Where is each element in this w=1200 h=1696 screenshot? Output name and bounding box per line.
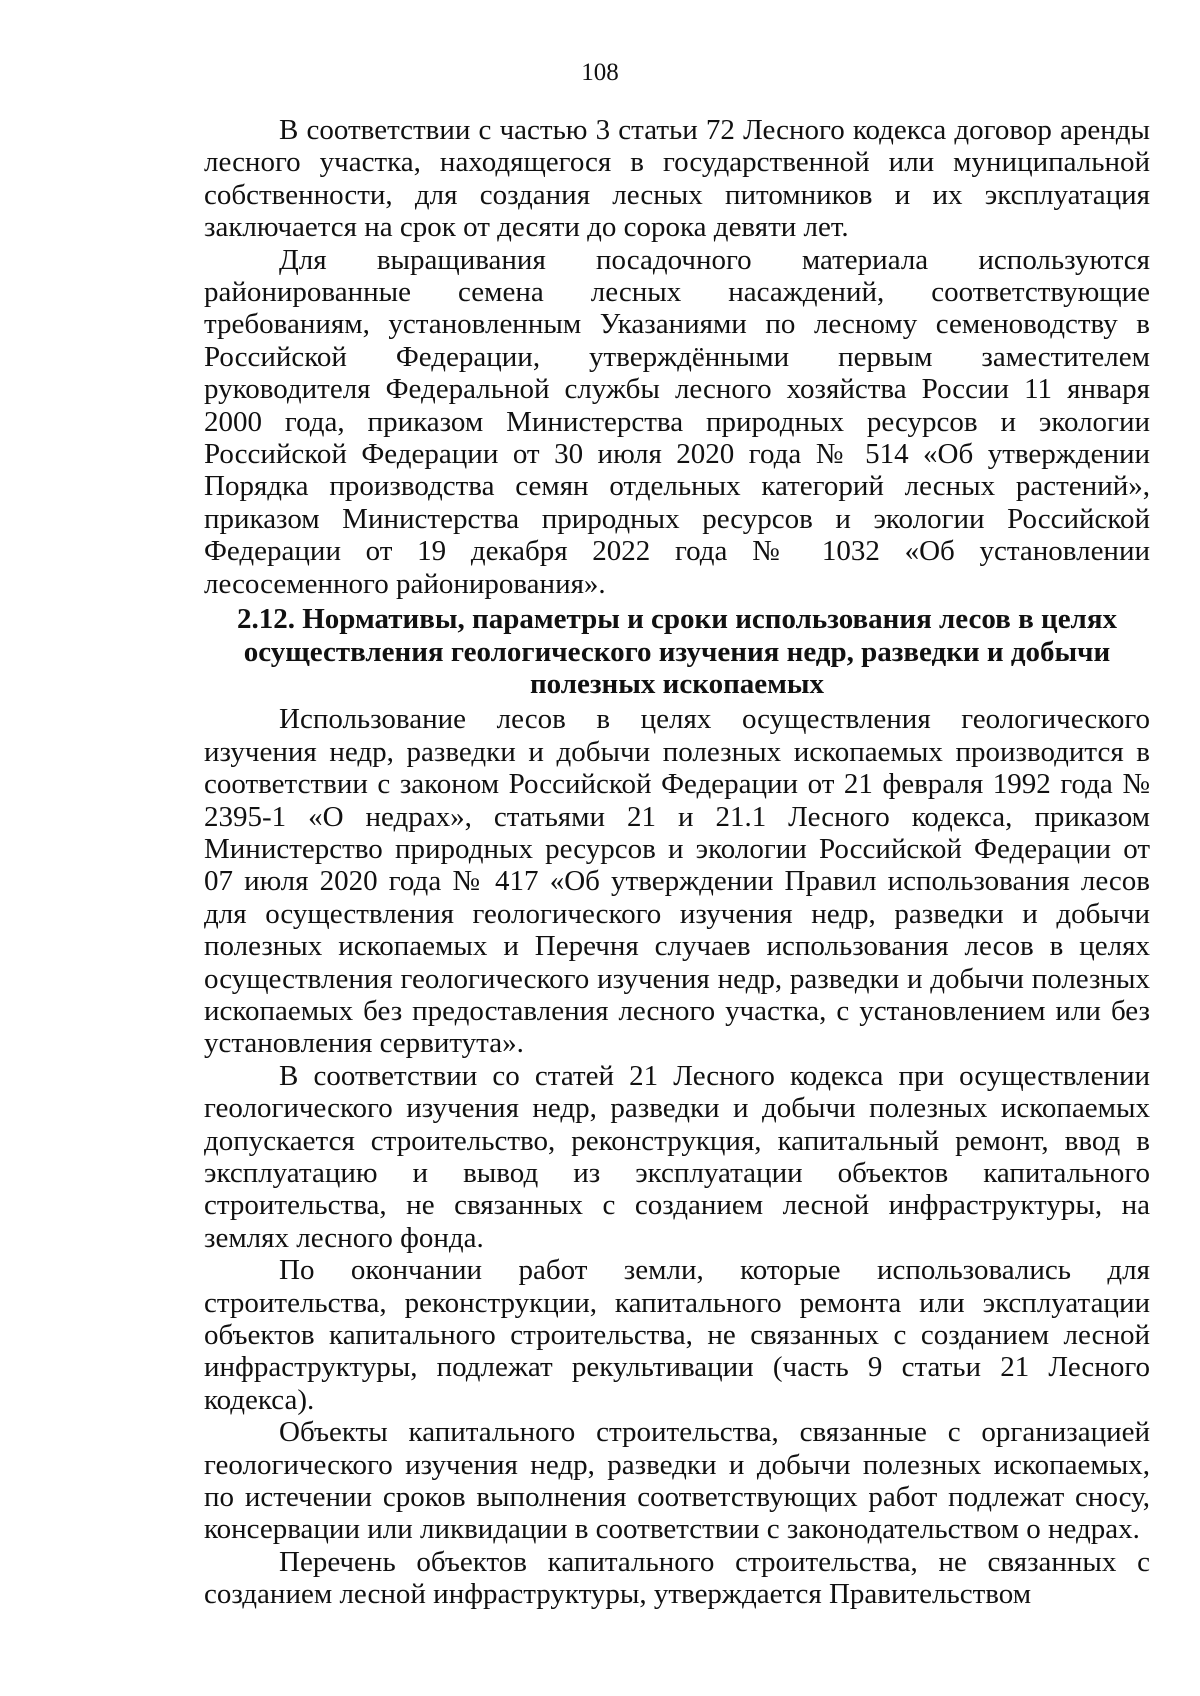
document-body xyxy=(204,114,1150,1611)
paragraph-forest-use-legal-basis: Использование лесов в целях осуществления геологического изучения недр, разведки и добычи полезных ископаемых производится в соответствии с законом Российской Федерации от 21 февраля 1992 года № 2395-1 «О недрах», статьями 21 и 21.1 Лесного кодекса, приказом Министерство природных ресурсов и экологии Российской Федерации от 07 июля 2020 года № 417 «Об утверждении Правил использования лесов для осуществления геологического изучения недр, разведки и добычи полезных ископаемых и Перечня случаев использования лесов в целях осуществления геологического изучения недр, разведки и добычи полезных ископаемых без предоставления лесного участка, с установлением или без установления сервитута». xyxy=(204,703,1150,1060)
paragraph-objects-list: Перечень объектов капитального строительства, не связанных с созданием лесной инфраструктуры, утверждается Правительством xyxy=(204,1545,1150,1611)
paragraph-demolition: Объекты капитального строительства, связанные с организацией геологического изучения недр, разведки и добычи полезных ископаемых, по истечении сроков выполнения соответствующих работ подлежат сносу, консервации или ликвидации в соответствии с законодательством о недрах. xyxy=(204,1416,1150,1546)
section-heading: 2.12. Нормативы, параметры и сроки использования лесов в целях осуществления геологического изучения недр, разведки и добычи полезных ископаемых xyxy=(236,603,1118,700)
page-number: 108 xyxy=(581,59,619,86)
paragraph-planting-material: Для выращивания посадочного материала используются районированные семена лесных насаждений, соответствующие требованиям, установленным Указаниями по лесному семеноводству в Российской Федерации, утверждёнными первым заместителем руководителя Федеральной службы лесного хозяйства России 11 января 2000 года, приказом Министерства природных ресурсов и экологии Российской Федерации от 30 июля 2020 года № 514 «Об утверждении Порядка производства семян отдельных категорий лесных растений», приказом Министерства природных ресурсов и экологии Российской Федерации от 19 декабря 2022 года № 1032 «Об установлении лесосеменного районирования». xyxy=(204,243,1150,600)
paragraph-construction-allowed: В соответствии со статей 21 Лесного кодекса при осуществлении геологического изучения недр, разведки и добычи полезных ископаемых допускается строительство, реконструкция, капитальный ремонт, ввод в эксплуатацию и вывод из эксплуатации объектов капитального строительства, не связанных с созданием лесной инфраструктуры, на землях лесного фонда. xyxy=(204,1059,1150,1254)
paragraph-lease-term: В соответствии с частью 3 статьи 72 Лесного кодекса договор аренды лесного участка, находящегося в государственной или муниципальной собственности, для создания лесных питомников и их эксплуатация заключается на срок от десяти до сорока девяти лет. xyxy=(204,114,1150,244)
paragraph-recultivation: По окончании работ земли, которые использовались для строительства, реконструкции, капитального ремонта или эксплуатации объектов капитального строительства, не связанных с созданием лесной инфраструктуры, подлежат рекультивации (часть 9 статьи 21 Лесного кодекса). xyxy=(204,1254,1150,1416)
